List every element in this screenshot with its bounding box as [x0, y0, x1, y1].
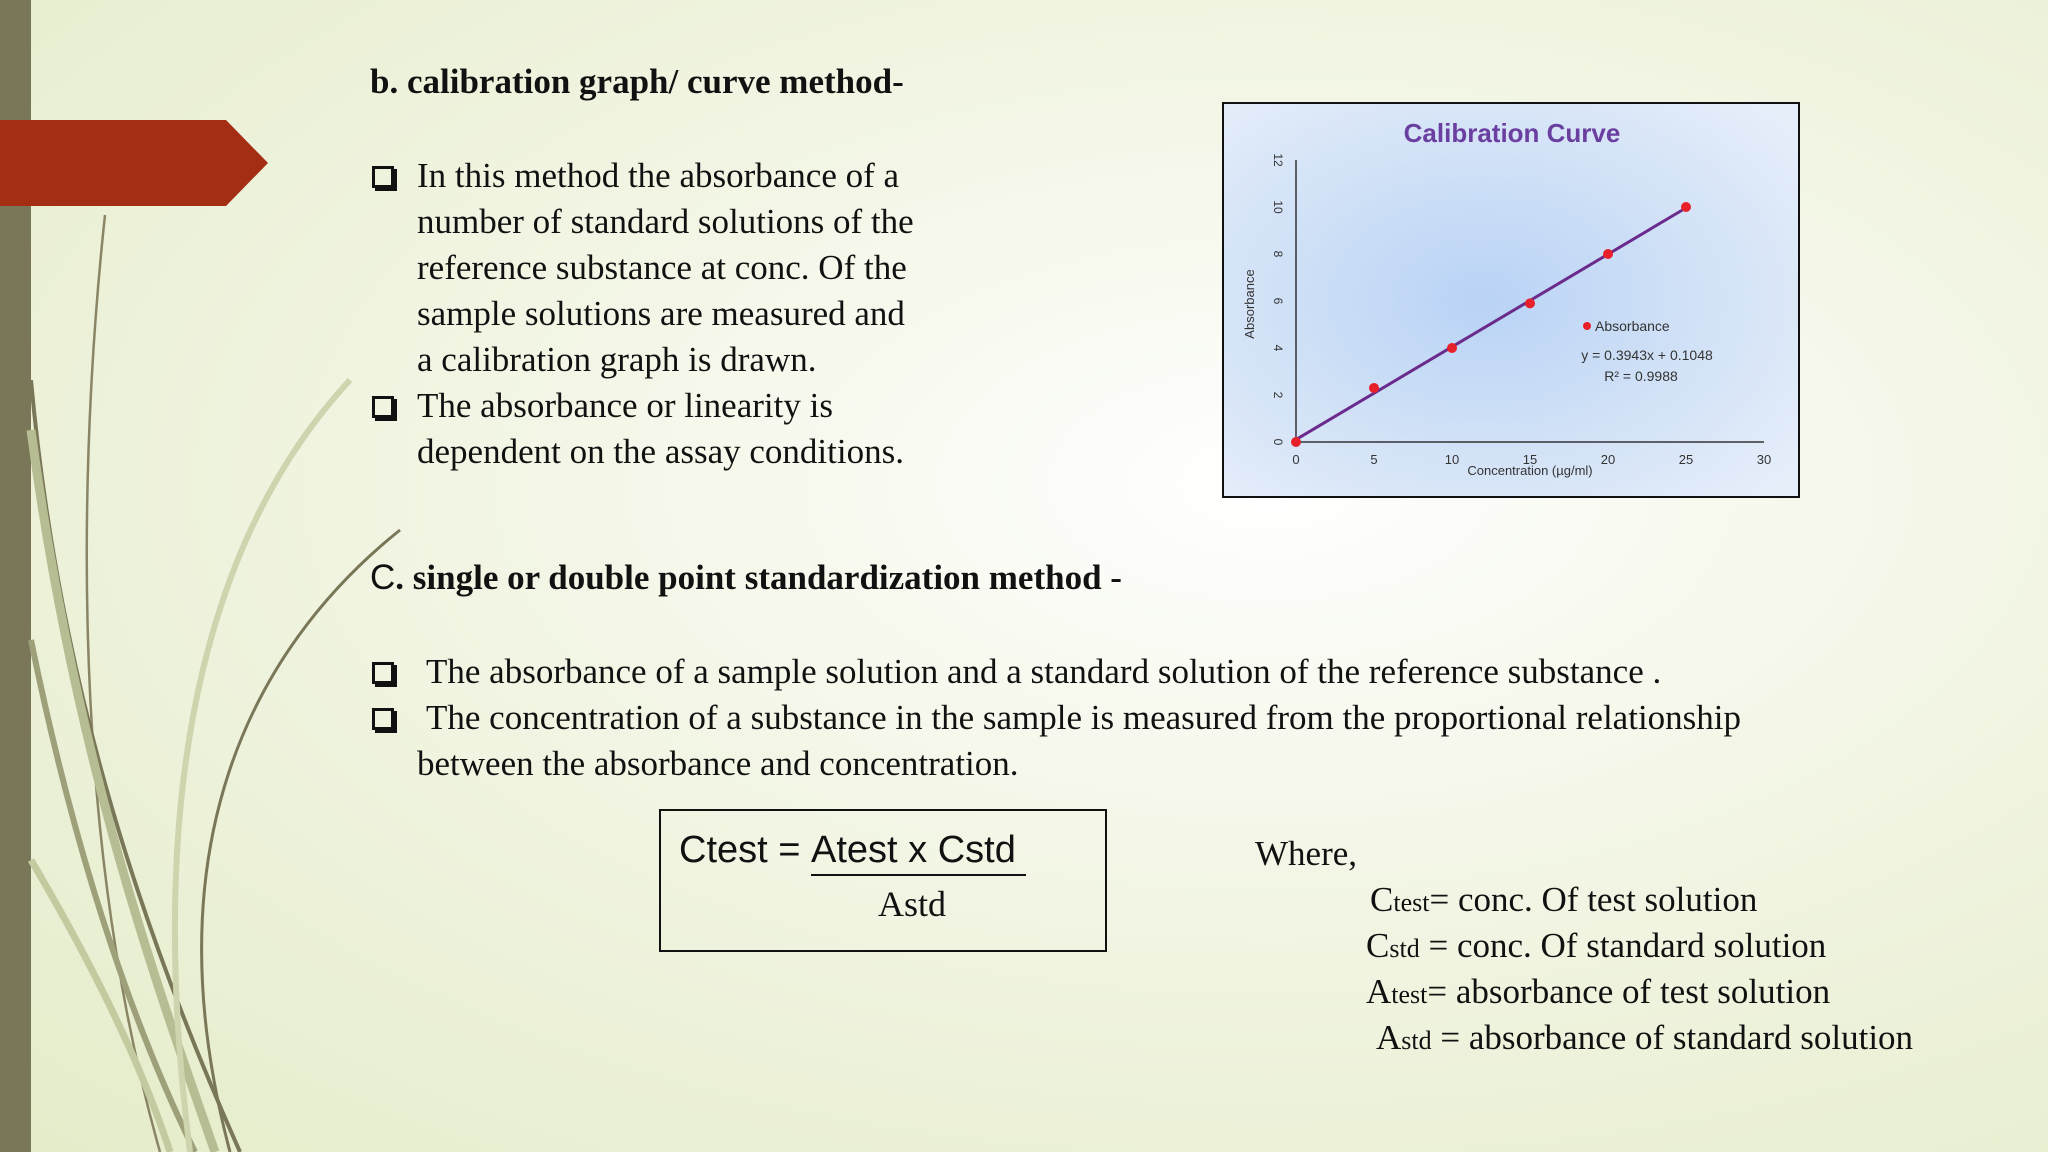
formula-numerator-row	[679, 829, 1026, 876]
list-item	[370, 649, 1930, 695]
definition-astd: Astd = absorbance of standard solution	[1376, 1018, 1914, 1057]
calibration-chart-svg	[1224, 104, 1798, 496]
line: The absorbance or linearity is	[417, 386, 833, 425]
x-tick-label: 25	[1678, 452, 1694, 467]
x-tick-label: 0	[1292, 452, 1300, 467]
line: between the absorbance and concentration.	[417, 744, 1019, 783]
list-item	[370, 153, 1010, 383]
title-arrow-shape	[0, 120, 270, 206]
line: dependent on the assay conditions.	[417, 432, 904, 471]
section-c-bullets	[370, 649, 1930, 787]
data-point	[1369, 383, 1379, 393]
list-item	[370, 383, 1010, 475]
x-tick-label: 30	[1756, 452, 1772, 467]
x-tick-label: 15	[1522, 452, 1538, 467]
formula-box	[659, 809, 1107, 952]
y-tick-label: 4	[1271, 344, 1285, 352]
data-point	[1525, 298, 1535, 308]
section-c-title: . single or double point standardization method -	[395, 558, 1122, 597]
calibration-chart	[1222, 102, 1800, 498]
x-axis-label: Concentration (µg/ml)	[1467, 463, 1593, 478]
y-axis-label: Absorbance	[1242, 269, 1257, 339]
legend-marker	[1583, 322, 1591, 330]
x-tick-label: 10	[1444, 452, 1460, 467]
x-tick-label: 20	[1600, 452, 1616, 467]
checkbox-bullet-icon	[372, 166, 394, 188]
formula-lhs: Ctest =	[679, 829, 811, 871]
line: The absorbance of a sample solution and a standard solution of the reference substance .	[426, 652, 1662, 691]
list-item	[370, 695, 1930, 787]
legend-label: Absorbance	[1595, 318, 1670, 334]
trend-equation: y = 0.3943x + 0.1048	[1581, 347, 1713, 363]
line: reference substance at conc. Of the	[417, 248, 907, 287]
data-point	[1681, 202, 1691, 212]
checkbox-bullet-icon	[372, 662, 394, 684]
where-label: Where,	[1255, 834, 1358, 873]
formula-denominator: Astd	[878, 884, 947, 924]
line: number of standard solutions of the	[417, 202, 914, 241]
line: sample solutions are measured and	[417, 294, 905, 333]
line: In this method the absorbance of a	[417, 156, 900, 195]
checkbox-bullet-icon	[372, 708, 394, 730]
section-b-bullets	[370, 153, 1010, 475]
line: The concentration of a substance in the sample is measured from the proportional relationship	[426, 698, 1742, 737]
definition-ctest: Ctest= conc. Of test solution	[1370, 880, 1758, 919]
formula-numerator: Atest x Cstd	[811, 829, 1026, 876]
data-point	[1603, 249, 1613, 259]
chart-title: Calibration Curve	[1403, 118, 1621, 148]
checkbox-bullet-icon	[372, 396, 394, 418]
y-tick-label: 10	[1271, 200, 1285, 214]
r-squared-label: R² = 0.9988	[1604, 368, 1678, 384]
x-tick-label: 5	[1370, 452, 1378, 467]
y-tick-label: 2	[1271, 391, 1285, 399]
section-c-letter: C	[370, 558, 396, 597]
y-tick-label: 0	[1271, 438, 1285, 446]
section-b-heading: b. calibration graph/ curve method-	[370, 62, 904, 101]
data-point	[1291, 437, 1301, 447]
definition-cstd: Cstd = conc. Of standard solution	[1366, 926, 1827, 965]
y-tick-label: 6	[1271, 297, 1285, 305]
y-tick-label: 12	[1271, 153, 1285, 167]
section-c-heading	[370, 558, 1122, 598]
y-tick-label: 8	[1271, 250, 1285, 258]
line: a calibration graph is drawn.	[417, 340, 817, 379]
definition-atest: Atest= absorbance of test solution	[1366, 972, 1831, 1011]
data-point	[1447, 343, 1457, 353]
